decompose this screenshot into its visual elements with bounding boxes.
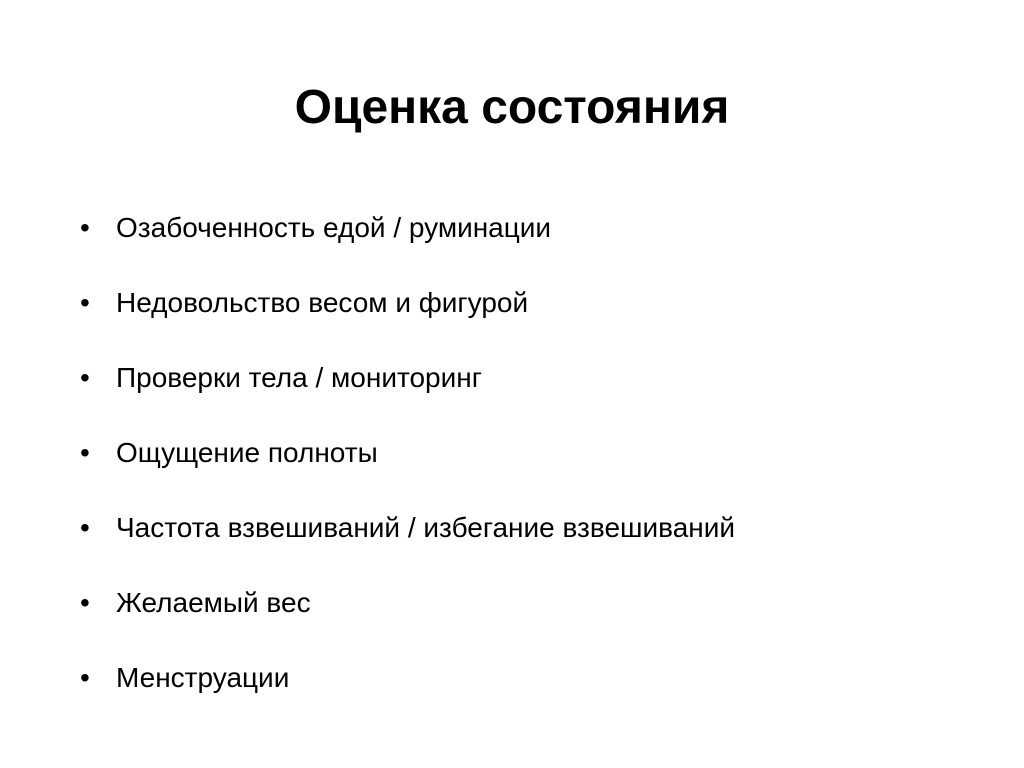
bullet-icon: • [80,587,90,618]
list-item-text: Озабоченность едой / руминации [116,212,552,243]
slide-title: Оценка состояния [294,81,730,134]
bullet-icon: • [80,362,90,393]
list-item-text: Ощущение полноты [116,437,378,468]
list-item [0,648,1024,723]
list-item [0,198,1024,273]
list-item-text: Менструации [116,662,290,693]
list-item-text: Частота взвешиваний / избегание взвешиваний [116,512,736,543]
list-item-text: Желаемый вес [116,587,311,618]
list-item-text: Проверки тела / мониторинг [116,362,482,393]
bullet-icon: • [80,662,90,693]
list-item-text: Недовольство весом и фигурой [116,287,529,318]
list-item [0,348,1024,423]
list-item [0,423,1024,498]
list-item [0,273,1024,348]
bullet-icon: • [80,512,90,543]
bullet-icon: • [80,437,90,468]
list-item [0,498,1024,573]
bullet-icon: • [80,212,90,243]
bullet-list [0,198,1024,723]
bullet-icon: • [80,287,90,318]
list-item [0,573,1024,648]
